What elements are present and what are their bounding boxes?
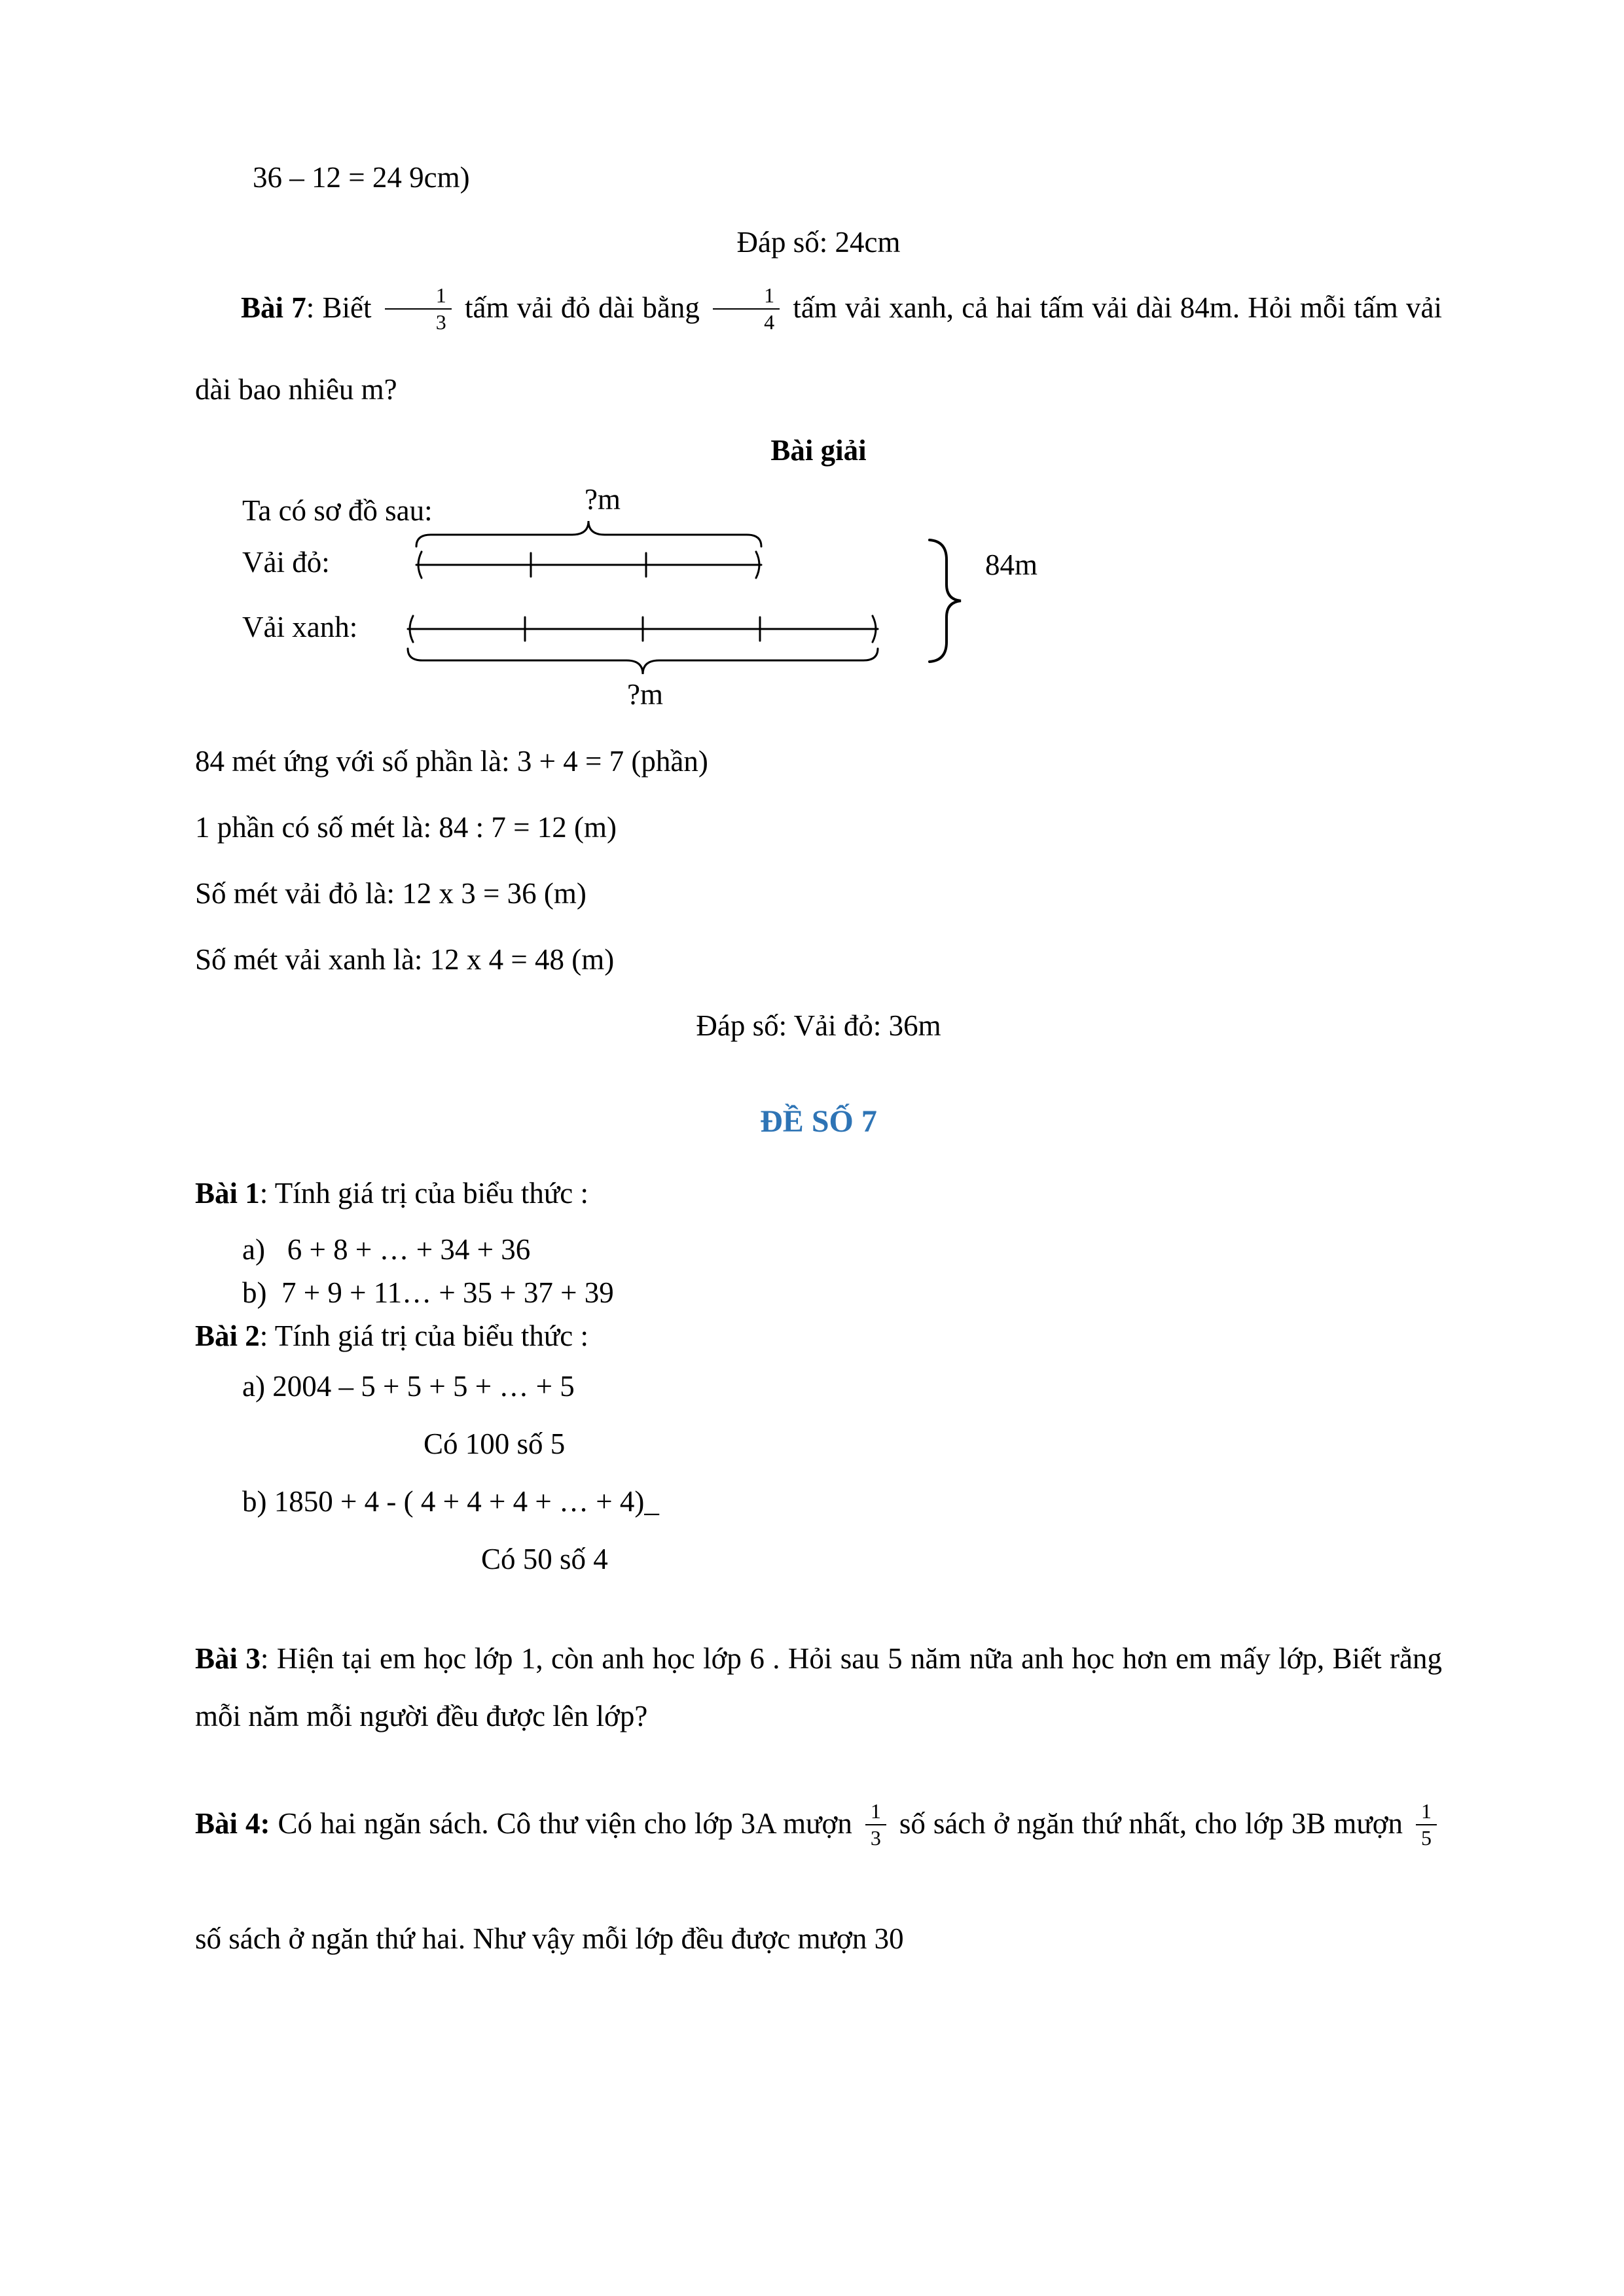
fraction-denominator: 3 (435, 310, 446, 334)
bai3-label: Bài 3 (195, 1642, 261, 1675)
bai2-item-a: a) 2004 – 5 + 5 + 5 + … + 5 (242, 1370, 575, 1403)
bai2-item-b: b) 1850 + 4 - ( 4 + 4 + 4 + … + 4)_ (242, 1485, 659, 1518)
diagram-total-label: 84m (985, 548, 1038, 581)
diagram-green-label: Vải xanh: (242, 611, 358, 643)
final-answer-line: Đáp số: Vải đỏ: 36m (696, 1009, 941, 1042)
bai2-heading (195, 1314, 1442, 1357)
fraction-one-third (865, 1799, 886, 1850)
bai1-item-a: a) 6 + 8 + … + 34 + 36 (242, 1233, 531, 1266)
bai7-text-1: : Biết (306, 291, 380, 324)
bai4-label: Bài 4: (195, 1807, 270, 1840)
fraction-numerator: 1 (713, 283, 780, 310)
diagram-intro-label: Ta có sơ đồ sau: (242, 494, 433, 527)
fraction-numerator: 1 (865, 1799, 886, 1825)
fraction-denominator: 4 (764, 310, 775, 334)
equation-line: 36 – 12 = 24 9cm) (253, 161, 470, 194)
total-brace (929, 540, 961, 662)
bai2-note-b: Có 50 số 4 (481, 1543, 608, 1575)
bai3-text: : Hiện tại em học lớp 1, còn anh học lớp 6 . Hỏi sau 5 năm nữa anh học hơn em mấy lớp, Biết rằng mỗi năm mỗi người đều được lên lớp? (195, 1642, 1442, 1732)
bai1-text: : Tính giá trị của biểu thức : (259, 1177, 588, 1210)
de-so-7-title: ĐỀ SỐ 7 (760, 1104, 877, 1139)
fraction-one-fourth (713, 283, 780, 334)
bai1-item-b: b) 7 + 9 + 11… + 35 + 37 + 39 (242, 1276, 614, 1309)
bai1-heading (195, 1172, 1442, 1215)
fraction-one-third (385, 283, 452, 334)
fraction-one-fifth (1416, 1799, 1437, 1850)
bai2-label: Bài 2 (195, 1319, 260, 1352)
bai4-paragraph (195, 1766, 1442, 1996)
bottom-brace (408, 649, 878, 674)
diagram-top-question-label: ?m (585, 483, 621, 516)
bai1-label: Bài 1 (195, 1177, 260, 1210)
solution-line: Số mét vải đỏ là: 12 x 3 = 36 (m) (195, 877, 586, 910)
bai7-paragraph (195, 267, 1442, 431)
bar-diagram (195, 480, 1442, 728)
diagram-red-label: Vải đỏ: (242, 546, 330, 579)
solution-line: 1 phần có số mét là: 84 : 7 = 12 (m) (195, 811, 617, 844)
solution-title: Bài giải (770, 434, 867, 467)
bai4-text-1: Có hai ngăn sách. Cô thư viện cho lớp 3A mượn (270, 1807, 860, 1840)
fraction-numerator: 1 (385, 283, 452, 310)
bai7-text-3: tấm vải xanh, cả hai tấm vải dài 84m. Hỏi mỗi tấm vải dài bao nhiêu m? (195, 291, 1442, 406)
bai7-label: Bài 7 (241, 291, 306, 324)
bai2-note-a: Có 100 số 5 (424, 1427, 566, 1460)
fraction-denominator: 5 (1421, 1825, 1432, 1850)
fraction-numerator: 1 (1416, 1799, 1437, 1825)
bai2-text: : Tính giá trị của biểu thức : (259, 1319, 588, 1352)
bai4-text-3: số sách ở ngăn thứ hai. Như vậy mỗi lớp đều được mượn 30 (195, 1922, 904, 1955)
solution-line: Số mét vải xanh là: 12 x 4 = 48 (m) (195, 943, 615, 976)
bai4-text-2: số sách ở ngăn thứ nhất, cho lớp 3B mượn (891, 1807, 1411, 1840)
top-brace (416, 521, 761, 547)
diagram-bottom-question-label: ?m (627, 678, 663, 711)
fraction-denominator: 3 (870, 1825, 881, 1850)
bai3-paragraph (195, 1630, 1442, 1745)
bai7-text-2: tấm vải đỏ dài bằng (456, 291, 708, 324)
answer-24cm: Đáp số: 24cm (736, 226, 901, 259)
solution-line: 84 mét ứng với số phần là: 3 + 4 = 7 (phần) (195, 745, 708, 778)
